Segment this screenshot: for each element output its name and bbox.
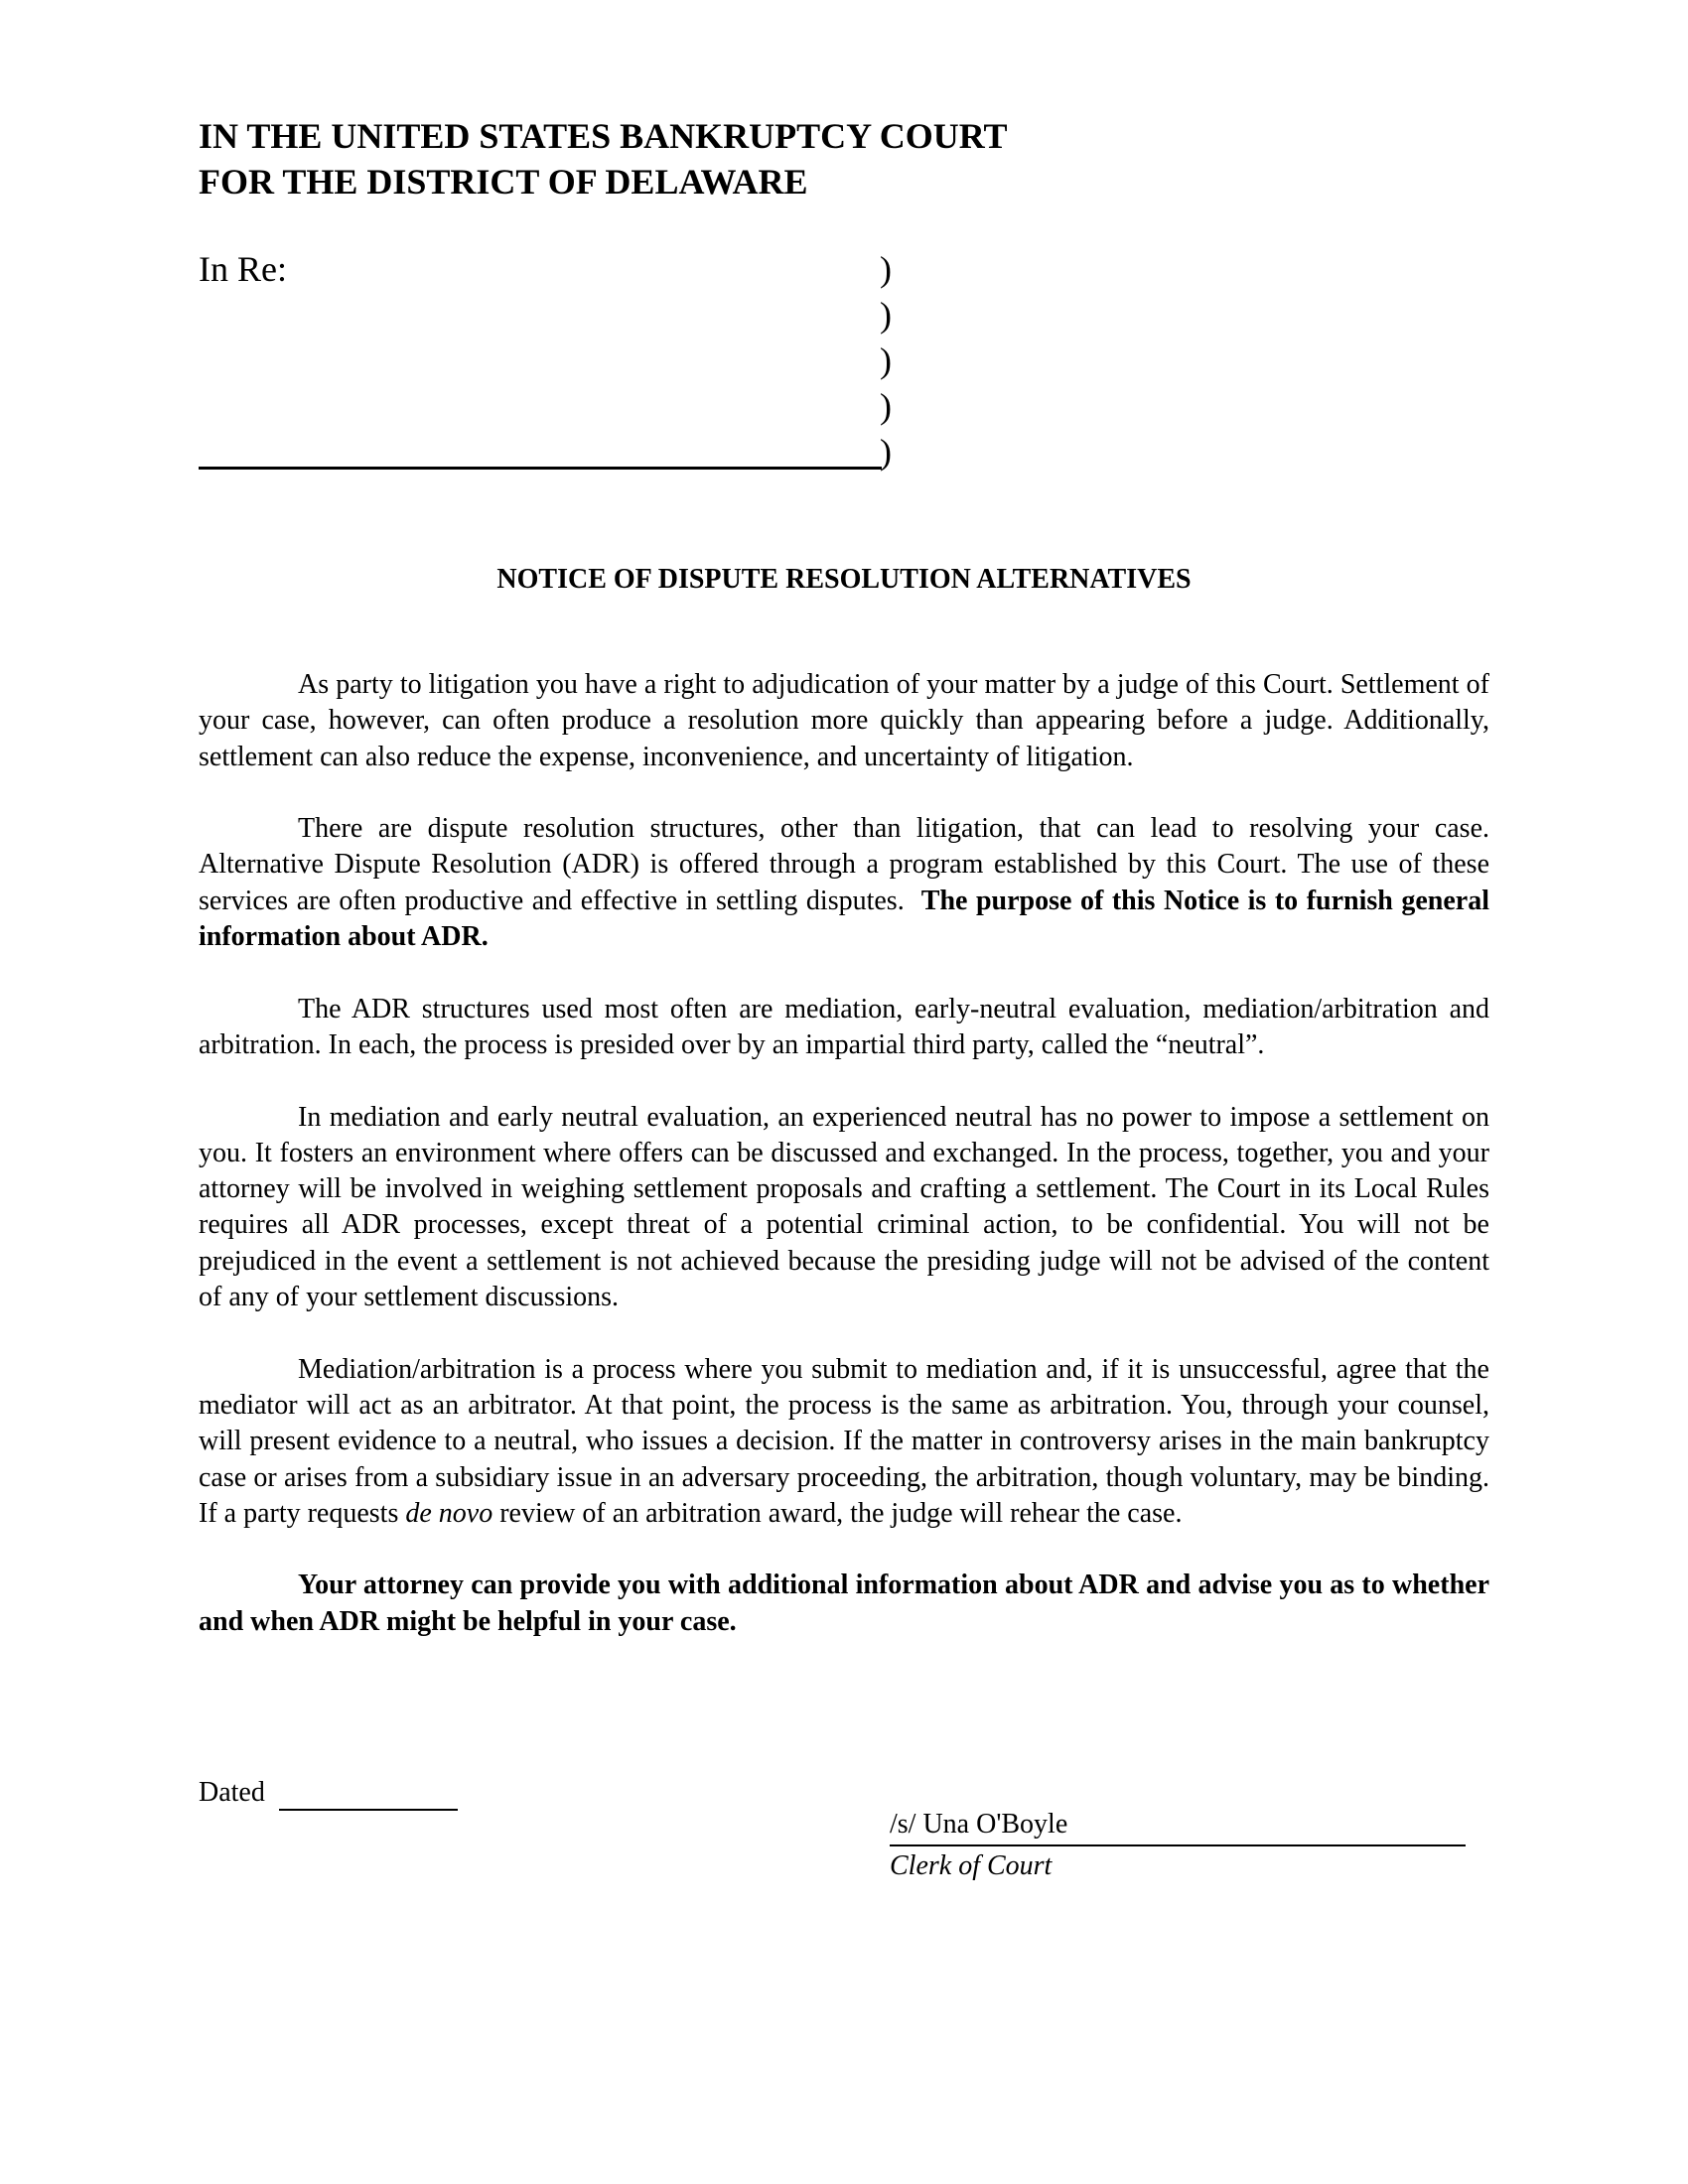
- notice-purpose-statement: The purpose of this Notice is to furnish general information about ADR.: [199, 885, 1490, 953]
- in-re-label: In Re:: [199, 249, 287, 289]
- court-district-line: FOR THE DISTRICT OF DELAWARE: [199, 162, 808, 202]
- signature-block: [890, 1807, 1466, 1884]
- notice-title: NOTICE OF DISPUTE RESOLUTION ALTERNATIVES: [496, 564, 1192, 595]
- paragraph-adr-overview: [199, 811, 1489, 955]
- paragraph-arbitration-text-end: review of an arbitration award, the judge will rehear the case.: [499, 1497, 1183, 1529]
- paragraph-mediation: In mediation and early neutral evaluation, an experienced neutral has no power to impose a settlement on you. It fosters an environment where offers can be discussed and exchanged. In the process, together, you and your attorney will be involved in weighing settlement proposals and crafting a settlement. The Court in its Local Rules requires all ADR processes, except threat of a potential criminal action, to be confidential. You will not be prejudiced in the event a settlement is not achieved because the presiding judge will not be advised of the content of any of your settlement discussions.: [199, 1101, 1489, 1313]
- notice-body: [199, 667, 1489, 1676]
- signer-name: /s/ Una O'Boyle: [890, 1807, 1466, 1846]
- caption-paren: ): [880, 249, 892, 289]
- caption-paren: ): [880, 432, 892, 472]
- caption-paren: ): [880, 386, 892, 426]
- caption-parentheses: [880, 246, 892, 475]
- paragraph-right-to-adjudication: As party to litigation you have a right to adjudication of your matter by a judge of this Court. Settlement of your case, however, can often produce a resolution more quickly than appearing before a judge. Additionally, settlement can also reduce the expense, inconvenience, and uncertainty of litigation.: [199, 669, 1489, 772]
- signer-title: Clerk of Court: [890, 1850, 1053, 1881]
- court-heading: [199, 113, 1008, 205]
- dated-blank-line: [279, 1809, 458, 1811]
- case-caption: [199, 246, 914, 484]
- de-novo-term: de novo: [405, 1497, 493, 1529]
- dated-field: [199, 1775, 458, 1811]
- paragraph-adr-overview-text: There are dispute resolution structures, other than litigation, that can lead to resolving your case. Alternative Dispute Resolution (ADR) is offered through a program established by this Court. The use of these services are often productive and effective in settling disputes.: [199, 813, 1489, 916]
- paragraph-attorney-advice: Your attorney can provide you with additional information about ADR and advise you as to whether and when ADR might be helpful in your case.: [199, 1570, 1489, 1637]
- paragraph-arbitration-text: Mediation/arbitration is a process where you submit to mediation and, if it is unsuccessful, agree that the mediator will act as an arbitrator. At that point, the process is the same as arbitration. You, through your counsel, will present evidence to a neutral, who issues a decision. If the matter in controversy arises in the main bankruptcy case or arises from a subsidiary issue in an adversary proceeding, the arbitration, though voluntary, may be binding. If a party requests: [199, 1353, 1489, 1529]
- paragraph-adr-structures: The ADR structures used most often are mediation, early-neutral evaluation, mediation/arbitration and arbitration. In each, the process is presided over by an impartial third party, called the “neutral”.: [199, 993, 1489, 1060]
- caption-paren: ): [880, 341, 892, 380]
- caption-paren: ): [880, 295, 892, 335]
- court-name-line: IN THE UNITED STATES BANKRUPTCY COURT: [199, 116, 1008, 156]
- caption-signature-line: [199, 467, 882, 470]
- paragraph-mediation-arbitration: [199, 1352, 1489, 1532]
- dated-label: Dated: [199, 1777, 265, 1808]
